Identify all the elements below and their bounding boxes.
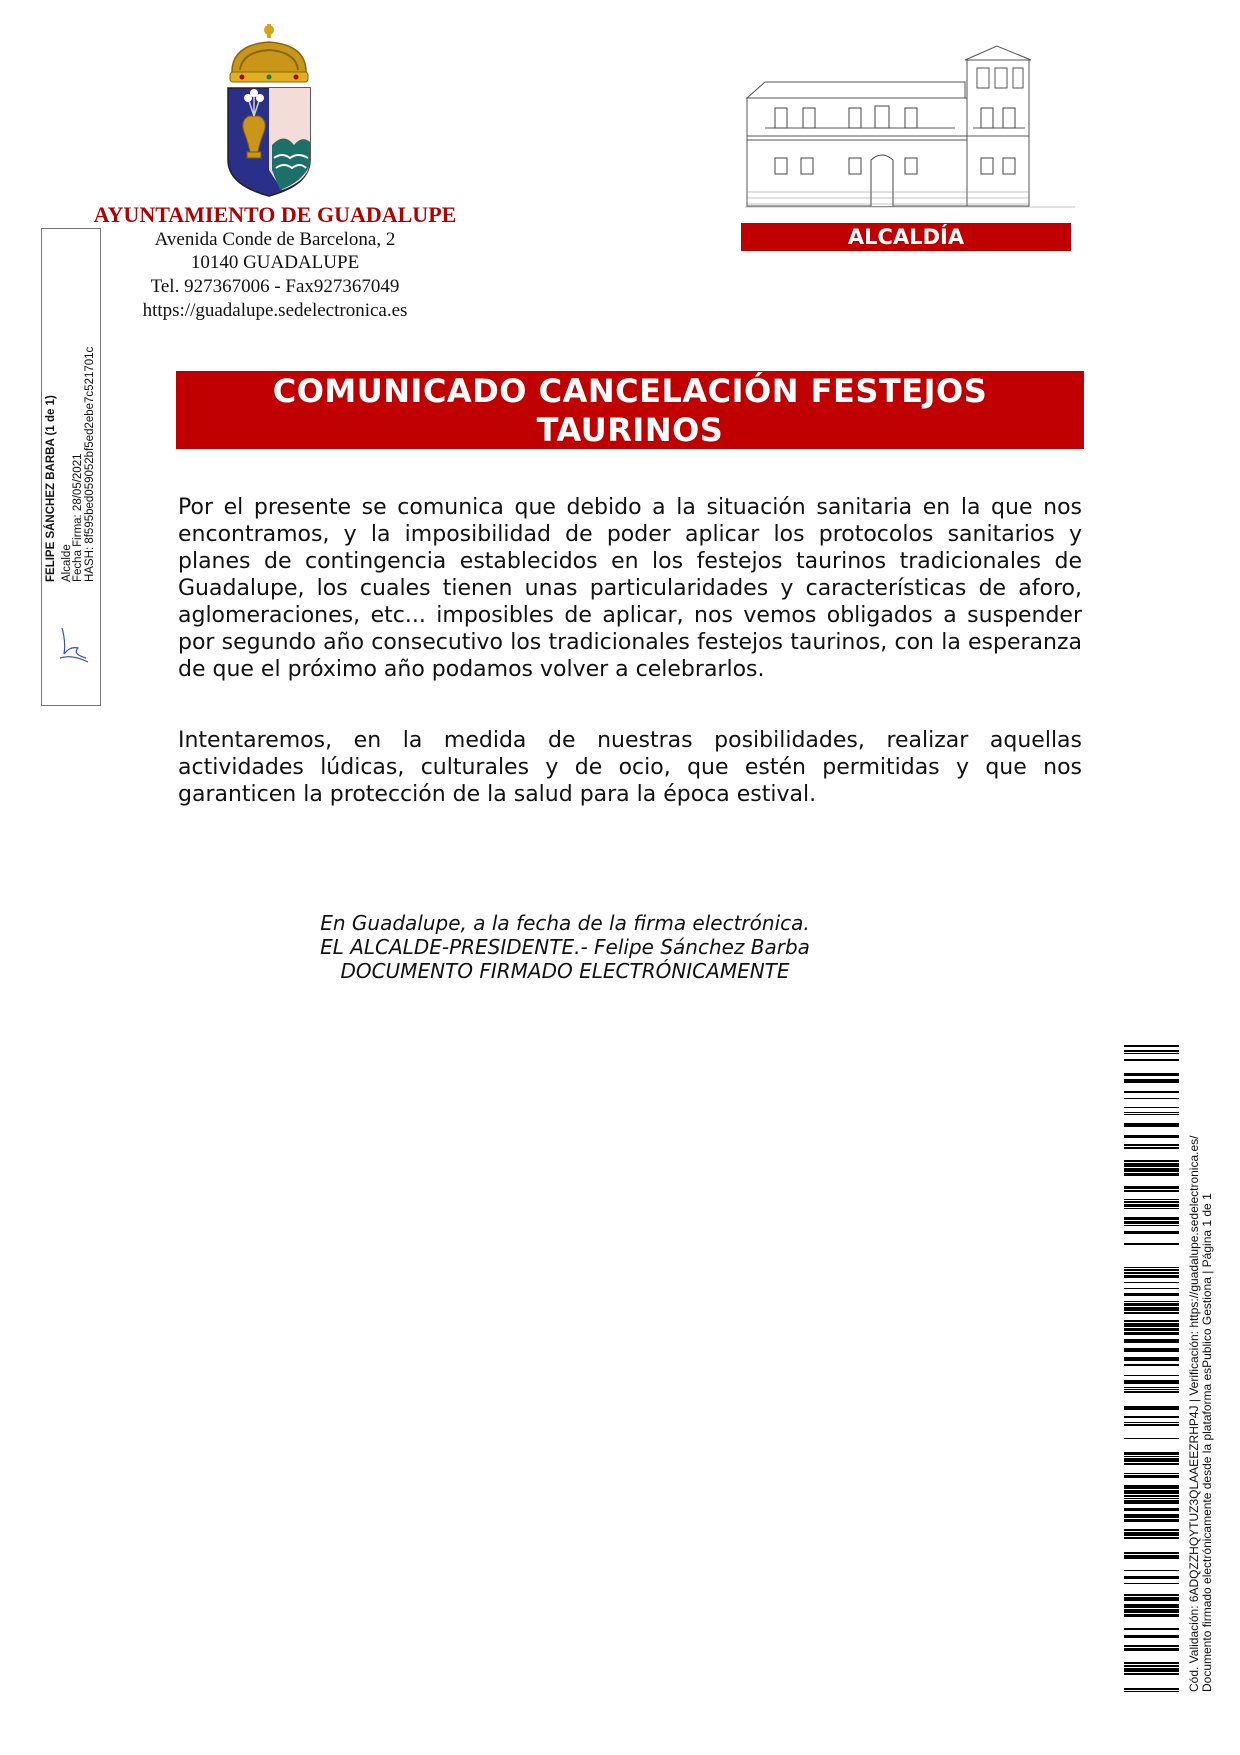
- barcode-bar: [1124, 1475, 1179, 1478]
- barcode-bar: [1124, 1288, 1179, 1289]
- barcode-bar: [1124, 1199, 1179, 1200]
- barcode-bar: [1124, 1160, 1179, 1162]
- barcode-bar: [1124, 1323, 1179, 1327]
- barcode-bar: [1124, 1604, 1179, 1608]
- signer-name: FELIPE SÁNCHEZ BARBA (1 de 1): [45, 395, 57, 582]
- signature-date: Fecha Firma: 28/05/2021: [72, 453, 84, 582]
- barcode-bar: [1124, 1267, 1179, 1268]
- barcode-icon: [1124, 1045, 1179, 1695]
- website-link[interactable]: https://guadalupe.sedelectronica.es: [142, 300, 408, 321]
- barcode-bar: [1124, 1555, 1179, 1559]
- barcode-bar: [1124, 1339, 1179, 1343]
- signer-role: Alcalde: [61, 544, 73, 582]
- barcode-bar: [1124, 1514, 1179, 1518]
- barcode-bar: [1124, 1301, 1179, 1302]
- address-line-1: Avenida Conde de Barcelona, 2: [154, 229, 396, 250]
- barcode-bar: [1124, 1332, 1179, 1335]
- barcode-bar: [1124, 1490, 1179, 1494]
- barcode-bar: [1124, 1387, 1179, 1388]
- department-banner: [741, 223, 1071, 251]
- closing-place-date: En Guadalupe, a la fecha de la firma electrónica.: [320, 911, 810, 935]
- barcode-bar: [1124, 1628, 1179, 1630]
- closing-signed-notice: DOCUMENTO FIRMADO ELECTRÓNICAMENTE: [340, 959, 790, 983]
- organization-name: AYUNTAMIENTO DE GUADALUPE: [93, 202, 457, 227]
- town-hall-building-icon: [745, 42, 1075, 208]
- barcode-bar: [1124, 1673, 1179, 1675]
- barcode-bar: [1124, 1389, 1179, 1390]
- barcode-bar: [1124, 1416, 1179, 1418]
- barcode-bar: [1124, 1221, 1179, 1224]
- barcode-bar: [1124, 1583, 1179, 1584]
- barcode-bar: [1124, 1112, 1179, 1113]
- barcode-bar: [1124, 1123, 1179, 1127]
- body-paragraph-1: Por el presente se comunica que debido a la situación sanitaria en la que nos encontramos, y la imposibilidad de poder aplicar los protocolos sanitarios y planes de contingencia establecidos en los festejos taurinos tradicionales de Guadalupe, los cuales tienen unas particularidades y características de aforo, aglomeraciones, etc... imposibles de aplicar, nos vemos obligados a suspender por segundo año consecutivo los tradicionales festejos taurinos, con la esperanza de que el próximo año podamos volver a celebrarlos.: [178, 495, 1082, 682]
- barcode-bar: [1124, 1424, 1179, 1426]
- barcode-bar: [1124, 1201, 1179, 1203]
- barcode-bar: [1124, 1272, 1179, 1274]
- barcode-bar: [1124, 1452, 1179, 1455]
- barcode-bar: [1124, 1328, 1179, 1331]
- barcode-bar: [1124, 1485, 1179, 1489]
- barcode-bar: [1124, 1380, 1179, 1384]
- barcode-bar: [1124, 1307, 1179, 1311]
- barcode-bar: [1124, 1312, 1179, 1314]
- barcode-bar: [1124, 1495, 1179, 1497]
- barcode-bar: [1124, 1114, 1179, 1115]
- barcode-bar: [1124, 1665, 1179, 1667]
- barcode-bar: [1124, 1144, 1179, 1146]
- barcode-bar: [1124, 1391, 1179, 1393]
- barcode-bar: [1124, 1422, 1179, 1423]
- barcode-bar: [1124, 1217, 1179, 1220]
- barcode-bar: [1124, 1231, 1179, 1234]
- barcode-bar: [1124, 1458, 1179, 1462]
- barcode-bar: [1124, 1208, 1179, 1209]
- phone-fax: Tel. 927367006 - Fax927367049: [150, 276, 400, 297]
- barcode-bar: [1124, 1635, 1179, 1638]
- barcode-bar: [1124, 1576, 1179, 1579]
- barcode-bar: [1124, 1135, 1179, 1138]
- barcode-bar: [1124, 1204, 1179, 1207]
- barcode-bar: [1124, 1614, 1179, 1617]
- coat-of-arms-icon: [222, 20, 316, 200]
- department-label: ALCALDÍA: [847, 225, 965, 249]
- barcode-bar: [1124, 1648, 1179, 1651]
- document-title: COMUNICADO CANCELACIÓN FESTEJOS TAURINOS: [272, 372, 988, 449]
- barcode-bar: [1124, 1168, 1179, 1172]
- barcode-bar: [1124, 1364, 1179, 1366]
- barcode-bar: [1124, 1508, 1179, 1511]
- barcode-bar: [1124, 1079, 1179, 1083]
- barcode-bar: [1124, 1688, 1179, 1690]
- barcode-bar: [1124, 1594, 1179, 1596]
- verification-code: Cód. Validación: 6ADQZZHQYTUZ3QLAAEEZRHP4J | Verificación: https://guadalupe.sedelectronica.es/: [1187, 1135, 1201, 1692]
- barcode-bar: [1124, 1456, 1179, 1457]
- barcode-bar: [1124, 1348, 1179, 1352]
- document-title-banner: [176, 371, 1084, 449]
- signature-hash: HASH: 8f595bed059052bf5ed2ebe7c521701c: [84, 346, 96, 582]
- barcode-bar: [1124, 1609, 1179, 1613]
- barcode-bar: [1124, 1473, 1179, 1474]
- barcode-bar: [1124, 1406, 1179, 1410]
- closing-signatory: EL ALCALDE-PRESIDENTE.- Felipe Sánchez Barba: [320, 935, 810, 959]
- barcode-bar: [1124, 1597, 1179, 1601]
- barcode-bar: [1124, 1275, 1179, 1278]
- body-paragraph-2: Intentaremos, en la medida de nuestras posibilidades, realizar aquellas actividades lúdicas, culturales y de ocio, que estén permitidas y que nos garanticen la protección de la salud para la época estival.: [178, 728, 1082, 807]
- barcode-bar: [1124, 1375, 1179, 1376]
- signature-mark-icon: [56, 624, 92, 666]
- barcode-bar: [1124, 1225, 1179, 1226]
- barcode-bar: [1124, 1320, 1179, 1322]
- barcode-bar: [1124, 1186, 1179, 1189]
- barcode-bar: [1124, 1570, 1179, 1571]
- barcode-bar: [1124, 1498, 1179, 1499]
- barcode-bar: [1124, 1173, 1179, 1176]
- barcode-bar: [1124, 1163, 1179, 1167]
- barcode-bar: [1124, 1107, 1179, 1108]
- verification-platform: Documento firmado electrónicamente desde la plataforma esPublico Gestiona | Página 1 de 1: [1200, 1193, 1214, 1692]
- barcode-bar: [1124, 1293, 1179, 1296]
- barcode-bar: [1124, 1438, 1179, 1439]
- barcode-bar: [1124, 1053, 1179, 1054]
- barcode-bar: [1124, 1519, 1179, 1522]
- barcode-bar: [1124, 1269, 1179, 1271]
- barcode-bar: [1124, 1645, 1179, 1647]
- barcode-bar: [1124, 1091, 1179, 1093]
- barcode-bar: [1124, 1500, 1179, 1504]
- address-line-2: 10140 GUADALUPE: [190, 252, 360, 273]
- barcode-bar: [1124, 1050, 1179, 1052]
- barcode-bar: [1124, 1098, 1179, 1099]
- barcode-bar: [1124, 1537, 1179, 1539]
- barcode-bar: [1124, 1073, 1179, 1076]
- barcode-bar: [1124, 1282, 1179, 1283]
- barcode-bar: [1124, 1303, 1179, 1306]
- barcode-bar: [1124, 1662, 1179, 1664]
- barcode-bar: [1124, 1045, 1179, 1047]
- barcode-bar: [1124, 1668, 1179, 1672]
- barcode-bar: [1124, 1147, 1179, 1149]
- barcode-bar: [1124, 1691, 1179, 1692]
- barcode-bar: [1124, 1190, 1179, 1192]
- barcode-bar: [1124, 1529, 1179, 1531]
- barcode-bar: [1124, 1532, 1179, 1536]
- barcode-bar: [1124, 1463, 1179, 1465]
- barcode-bar: [1124, 1552, 1179, 1554]
- barcode-bar: [1124, 1243, 1179, 1245]
- barcode-bar: [1124, 1059, 1179, 1061]
- barcode-bar: [1124, 1357, 1179, 1361]
